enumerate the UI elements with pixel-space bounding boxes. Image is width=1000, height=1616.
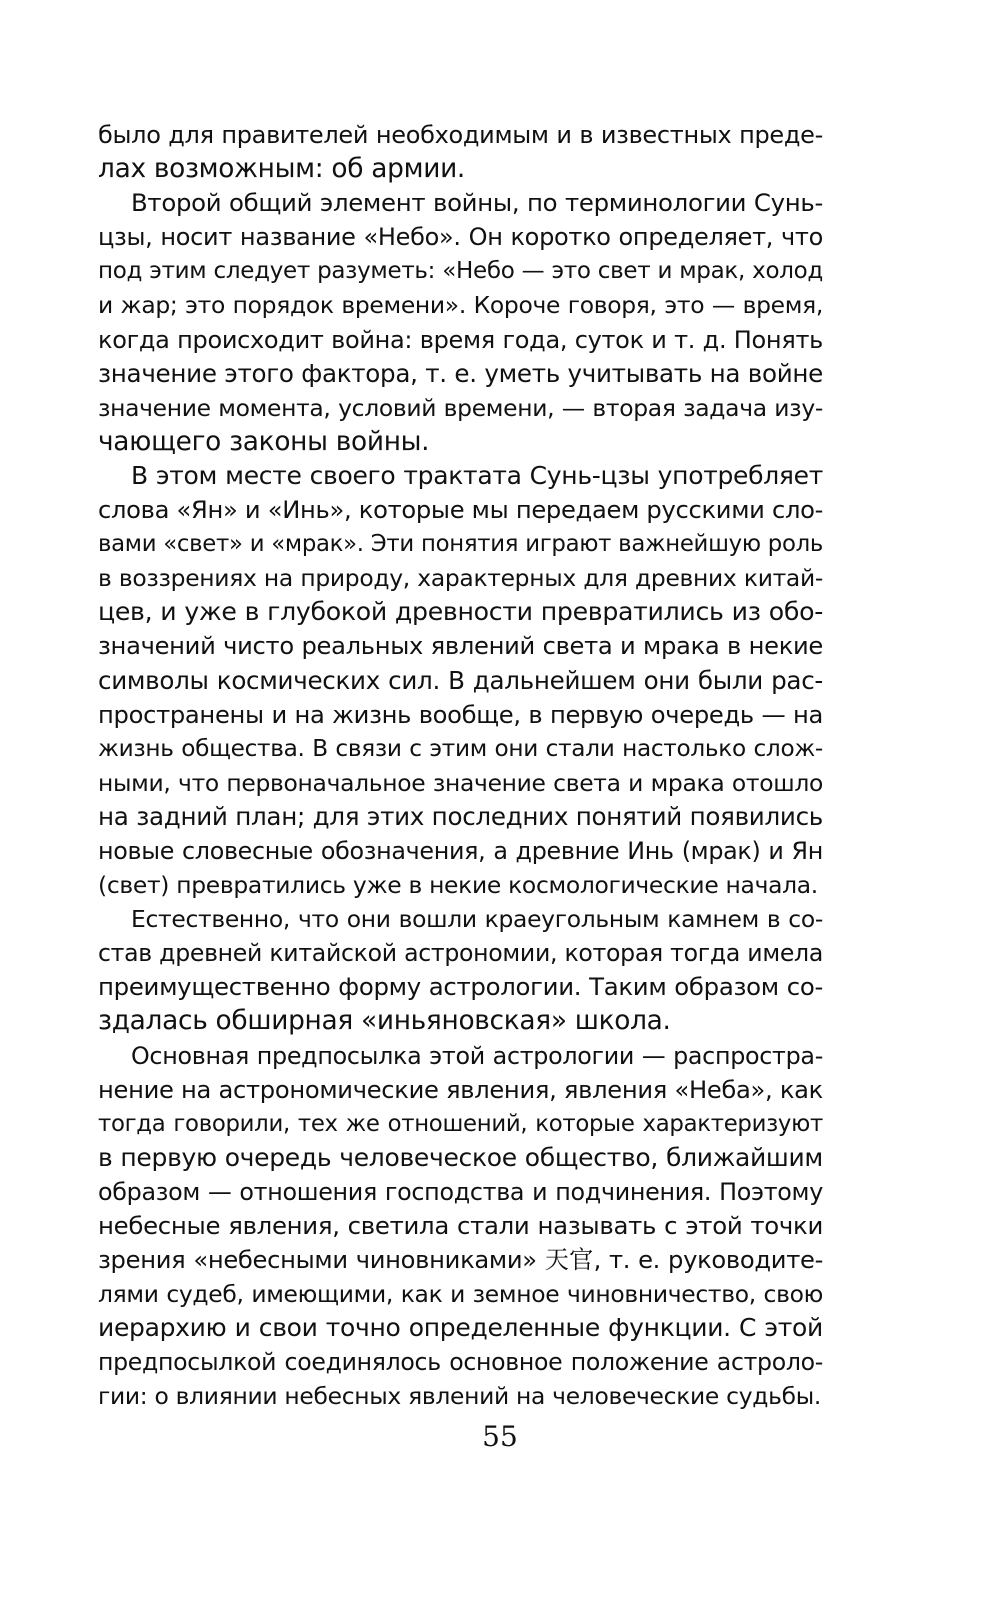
text-line: образом — отношения господства и подчинения. Поэтому	[98, 1177, 823, 1206]
text-line: Второй общий элемент войны, по терминологии Сунь-	[131, 188, 823, 218]
paragraph	[98, 459, 823, 902]
text-line: став древней китайской астрономии, которая тогда имела	[98, 939, 823, 968]
text-line: нение на астрономические явления, явления «Неба», как	[98, 1075, 823, 1104]
text-line: и жар; это порядок времени». Короче говоря, это — время,	[98, 291, 823, 320]
text-line: в воззрениях на природу, характерных для древних китай-	[98, 564, 823, 593]
text-line: слова «Ян» и «Инь», которые мы передаем русскими сло-	[98, 496, 824, 525]
text-line: небесные явления, светила стали называть с этой точки	[98, 1211, 823, 1240]
text-line: значение этого фактора, т. е. уметь учитывать на войне	[98, 358, 823, 388]
text-line: когда происходит война: время года, суток и т. д. Понять	[98, 325, 823, 354]
text-line: цзы, носит название «Небо». Он коротко определяет, что	[98, 223, 823, 252]
text-line: лах возможным: об армии.	[98, 153, 466, 185]
text-line: чающего законы войны.	[98, 425, 430, 457]
text-line: здалась обширная «иньяновская» школа.	[98, 1005, 671, 1037]
text-line: значений чисто реальных явлений света и мрака в некие	[98, 632, 823, 661]
text-line: тогда говорили, тех же отношений, которые характеризуют	[98, 1110, 823, 1137]
text-line: жизнь общества. В связи с этим они стали настолько слож-	[98, 734, 823, 762]
text-line: иерархию и свои точно определенные функции. С этой	[98, 1313, 823, 1343]
text-line: лями судеб, имеющими, как и земное чиновничество, свою	[98, 1280, 823, 1309]
page-number: 55	[482, 1420, 518, 1453]
text-line: В этом месте своего трактата Сунь-цзы употребляет	[131, 460, 823, 490]
text-line: зрения «небесными чиновниками» 天官, т. е. руководите-	[98, 1246, 823, 1275]
text-line: предпосылкой соединялось основное положение астроло-	[98, 1348, 823, 1377]
text-line: цев, и уже в глубокой древности превратились из обо-	[98, 597, 823, 627]
text-line: гии: о влиянии небесных явлений на человеческие судьбы.	[98, 1382, 822, 1411]
text-line: (свет) превратились уже в некие космологические начала.	[98, 871, 818, 900]
text-line: ными, что первоначальное значение света и мрака отошло	[98, 768, 823, 797]
text-line: вами «свет» и «мрак». Эти понятия играют важнейшую роль	[98, 531, 823, 558]
page-body	[98, 118, 823, 1414]
text-line: пространены и на жизнь вообще, в первую очередь — на	[98, 700, 823, 729]
paragraph	[98, 186, 823, 459]
text-line: было для правителей необходимым и в известных преде-	[98, 121, 823, 149]
text-line: на задний план; для этих последних понятий появились	[98, 801, 823, 831]
paragraph	[98, 1039, 823, 1414]
text-line: Естественно, что они вошли краеугольным камнем в со-	[131, 905, 823, 934]
text-line: новые словесные обозначения, а древние Инь (мрак) и Ян	[98, 836, 823, 865]
text-line: Основная предпосылка этой астрологии — распростра-	[131, 1041, 823, 1070]
text-line: символы космических сил. В дальнейшем они были рас-	[98, 665, 823, 695]
text-line: значение момента, условий времени, — вторая задача изу-	[98, 393, 823, 422]
text-line: преимущественно форму астрологии. Таким образом со-	[98, 972, 823, 1002]
text-line: в первую очередь человеческое общество, ближайшим	[98, 1142, 823, 1172]
text-block	[98, 118, 823, 1414]
text-line: под этим следует разуметь: «Небо — это свет и мрак, холод	[98, 258, 823, 285]
paragraph	[98, 902, 823, 1038]
paragraph	[98, 118, 823, 186]
